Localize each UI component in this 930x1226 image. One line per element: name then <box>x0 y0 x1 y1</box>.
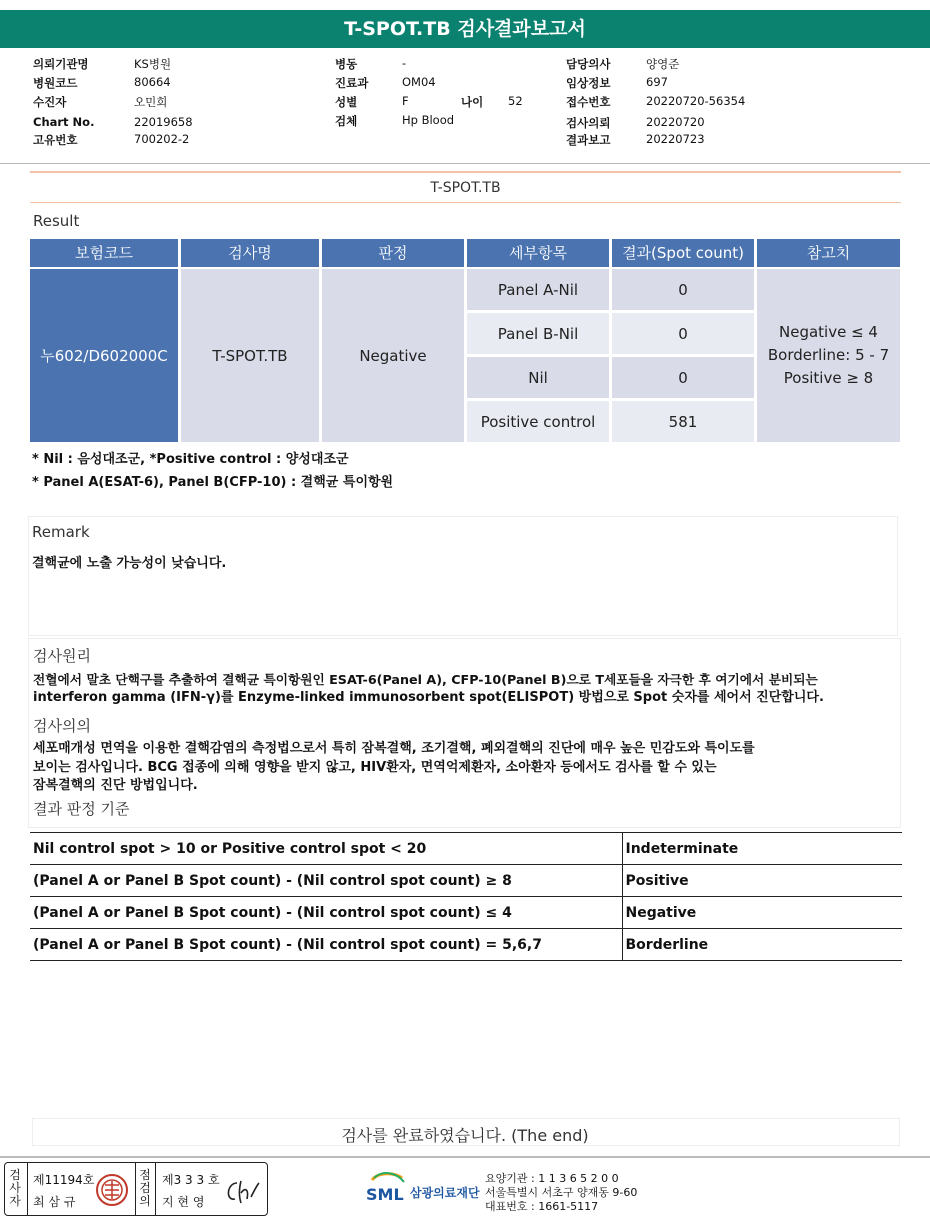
criteria-table <box>30 832 902 961</box>
header-detail-item: 세부항목 <box>467 239 609 267</box>
criteria-result: Indeterminate <box>622 833 902 865</box>
reference-positive: Positive ≥ 8 <box>783 369 874 387</box>
table-row <box>30 897 902 929</box>
header-reference: 참고치 <box>757 239 900 267</box>
divider <box>27 1163 28 1215</box>
remark-text: 결핵균에 노출 가능성이 낮습니다. <box>32 556 227 571</box>
label-institution: 의뢰기관명 <box>33 57 89 71</box>
value-patient: 오민희 <box>134 95 168 109</box>
header-spot-count: 결과(Spot count) <box>612 239 754 267</box>
principle-title: 검사원리 <box>33 647 91 665</box>
insurance-code-cell: 누602/D602000C <box>30 269 178 442</box>
reviewer-no: 제3 3 3 호 <box>162 1173 220 1187</box>
label-specimen: 검체 <box>335 114 358 128</box>
criteria-title: 결과 판정 기준 <box>33 800 130 818</box>
value-chart-no: 22019658 <box>134 115 193 129</box>
reference-borderline: Borderline: 5 - 7 <box>767 346 890 364</box>
header-judgement: 판정 <box>322 239 464 267</box>
label-unique-no: 고유번호 <box>33 133 78 147</box>
reference-negative: Negative ≤ 4 <box>779 323 878 341</box>
signature-icon <box>223 1177 261 1205</box>
criteria-result: Borderline <box>622 929 902 961</box>
label-patient: 수진자 <box>33 95 67 109</box>
test-name-cell: T-SPOT.TB <box>181 269 319 442</box>
footer-divider <box>0 1156 930 1158</box>
reviewer-name: 지 현 영 <box>162 1195 205 1209</box>
item-value-cell: 581 <box>612 401 754 442</box>
item-name-cell: Positive control <box>467 401 609 442</box>
label-sex: 성별 <box>335 95 358 109</box>
remark-box <box>28 516 898 636</box>
value-sex: F <box>402 94 409 108</box>
divider <box>135 1163 136 1215</box>
label-request-date: 검사의뢰 <box>566 116 611 130</box>
criteria-condition: (Panel A or Panel B Spot count) - (Nil control spot count) ≥ 8 <box>30 865 622 897</box>
examiner-name: 최 삼 규 <box>33 1195 76 1209</box>
report-title: T-SPOT.TB 검사결과보고서 <box>0 10 930 48</box>
label-clinical-info: 임상정보 <box>566 76 611 90</box>
label-chart-no: Chart No. <box>33 115 95 129</box>
significance-line: 잠복결핵의 진단 방법입니다. <box>33 778 198 793</box>
divider <box>155 1163 156 1215</box>
end-text: 검사를 완료하였습니다. (The end) <box>341 1126 589 1145</box>
contact-line: 요양기관 : 1 1 3 6 5 2 0 0 <box>485 1172 619 1185</box>
value-ward: - <box>402 56 407 70</box>
criteria-condition: (Panel A or Panel B Spot count) - (Nil control spot count) = 5,6,7 <box>30 929 622 961</box>
patient-info <box>0 54 930 164</box>
label-ward: 병동 <box>335 57 358 71</box>
value-specimen: Hp Blood <box>402 113 455 127</box>
item-value-cell: 0 <box>612 269 754 310</box>
value-age: 52 <box>508 94 523 108</box>
remark-title: Remark <box>32 523 90 541</box>
header-test-name: 검사명 <box>181 239 319 267</box>
note-panels: * Panel A(ESAT-6), Panel B(CFP-10) : 결핵균 특이항원 <box>32 475 394 490</box>
criteria-result: Positive <box>622 865 902 897</box>
value-request-date: 20220720 <box>646 115 705 129</box>
item-value-cell: 0 <box>612 313 754 354</box>
seal-icon <box>95 1173 129 1207</box>
description-box <box>28 638 901 828</box>
item-name-cell: Panel A-Nil <box>467 269 609 310</box>
result-label: Result <box>33 212 80 230</box>
result-table <box>30 239 900 442</box>
contact-line: 서울특별시 서초구 양재동 9-60 <box>485 1186 638 1199</box>
principle-line: 전혈에서 말초 단핵구를 추출하여 결핵균 특이항원인 ESAT-6(Panel A), CFP-10(Panel B)으로 T세포들을 자극한 후 여기에서 분비되는 <box>33 672 818 687</box>
org-name: 삼광의료재단 <box>410 1186 480 1200</box>
table-row <box>30 929 902 961</box>
reference-cell <box>757 269 900 442</box>
item-name-cell: Nil <box>467 357 609 398</box>
significance-line: 보이는 검사입니다. BCG 접종에 의해 영향을 받지 않고, HIV환자, 면역억제환자, 소아환자 등에서도 검사를 할 수 있는 <box>33 760 717 775</box>
label-age: 나이 <box>461 95 484 109</box>
criteria-condition: Nil control spot > 10 or Positive control spot < 20 <box>30 833 622 865</box>
item-value-cell: 0 <box>612 357 754 398</box>
section-title: T-SPOT.TB <box>430 180 501 196</box>
reviewer-label: 점검의 <box>139 1168 151 1208</box>
principle-line: interferon gamma (IFN-γ)를 Enzyme-linked immunosorbent spot(ELISPOT) 방법으로 Spot 숫자를 세어서 진단합니다. <box>33 690 824 705</box>
value-department: OM04 <box>402 75 436 89</box>
value-institution: KS병원 <box>134 57 172 71</box>
label-report-date: 결과보고 <box>566 133 611 147</box>
criteria-result: Negative <box>622 897 902 929</box>
value-receipt-no: 20220720-56354 <box>646 94 746 108</box>
label-receipt-no: 접수번호 <box>566 95 611 109</box>
signature-box <box>4 1162 268 1216</box>
significance-title: 검사의의 <box>33 717 91 735</box>
table-row <box>30 865 902 897</box>
examiner-no: 제11194호 <box>33 1173 95 1187</box>
label-department: 진료과 <box>335 76 369 90</box>
label-hospital-code: 병원코드 <box>33 76 78 90</box>
item-name-cell: Panel B-Nil <box>467 313 609 354</box>
value-clinical-info: 697 <box>646 75 668 89</box>
sml-logo-icon <box>366 1170 408 1208</box>
section-divider-bottom <box>30 202 901 203</box>
criteria-condition: (Panel A or Panel B Spot count) - (Nil control spot count) ≤ 4 <box>30 897 622 929</box>
value-unique-no: 700202-2 <box>134 132 190 146</box>
examiner-label: 검사자 <box>9 1168 21 1208</box>
label-physician: 담당의사 <box>566 57 611 71</box>
value-hospital-code: 80664 <box>134 75 171 89</box>
section-divider-top <box>30 171 901 173</box>
value-report-date: 20220723 <box>646 132 705 146</box>
table-row <box>30 833 902 865</box>
contact-line: 대표번호 : 1661-5117 <box>485 1200 599 1213</box>
significance-line: 세포매개성 면역을 이용한 결핵감염의 측정법으로서 특히 잠복결핵, 조기결핵, 폐외결핵의 진단에 매우 높은 민감도와 특이도를 <box>33 741 755 756</box>
header-insurance-code: 보험코드 <box>30 239 178 267</box>
judgement-cell: Negative <box>322 269 464 442</box>
note-controls: * Nil : 음성대조군, *Positive control : 양성대조군 <box>32 452 349 467</box>
value-physician: 양영준 <box>646 57 680 71</box>
logo-text: SML <box>366 1185 404 1204</box>
